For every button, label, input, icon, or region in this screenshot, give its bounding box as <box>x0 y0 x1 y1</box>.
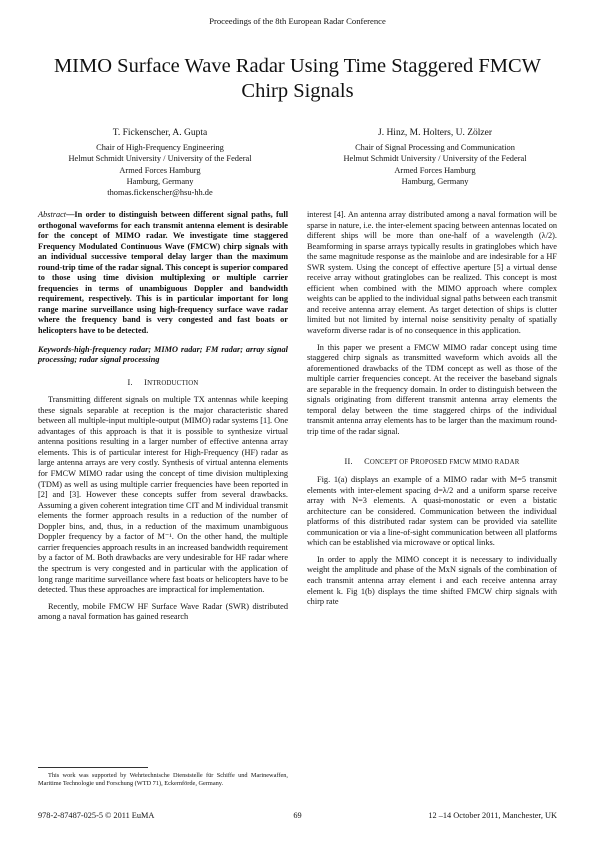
affiliation-line: Chair of High-Frequency Engineering <box>96 143 224 153</box>
running-head: Proceedings of the 8th European Radar Conference <box>209 16 386 26</box>
abstract-text: —In order to distinguish between different signal paths, full orthogonal waveforms for each transmit antenna element is desirable for the concept of MIMO radar. We investigate time staggered Frequency Modulated Continuous Wave (FMCW) chirp signals with an individual successive temporal delay larger than the maximum round-trip time of the radar signal. This concept is superior compared to those using time division multiplexing or multiple carrier frequencies in terms of unambiguous Doppler and bandwidth requirement, respectively. This is in particular important for long range marine surveillance using high-frequency surface wave radar where the frequency band is very congested and fast boats or helicopters have to be detected. <box>38 210 288 336</box>
section-heading-introduction: I. INTRODUCTION <box>127 377 199 387</box>
right-column <box>307 210 557 608</box>
left-column <box>38 210 288 623</box>
abstract <box>38 210 288 337</box>
author-block-right <box>315 128 555 187</box>
affiliation-line: Helmut Schmidt University / University of the Federal <box>343 154 527 164</box>
section-heading-concept: II. CONCEPT OF PROPOSED FMCW MIMO RADAR <box>344 457 520 467</box>
author-email: thomas.fickenscher@hsu-hh.de <box>107 188 213 198</box>
paragraph: In order to apply the MIMO concept it is necessary to individually weight the amplitude and phase of the MxN signals of the combination of each transmit antenna array element i and each receive antenna array element k. Fig 1(b) displays the time shifted FMCW chirp signals with chirp rate <box>307 554 557 607</box>
footer-conference-date: 12 –14 October 2011, Manchester, UK <box>428 811 557 820</box>
paper-title: MIMO Surface Wave Radar Using Time Staggered FMCW Chirp Signals <box>53 55 542 102</box>
paragraph: Fig. 1(a) displays an example of a MIMO radar with M=5 transmit elements with inter-element spacing d=λ/2 and a uniform sparse receive array with N=3 elements. A quasi-monostatic or even a bistatic architecture can be considered. Communication between the individual platforms of this distributed radar system can be provided via satellite communication or via a line-of-sight communication between all platforms which can be established via microwave or optical links. <box>307 475 557 548</box>
page-number: 69 <box>293 811 302 820</box>
paragraph: Recently, mobile FMCW HF Surface Wave Radar (SWR) distributed among a naval formation has gained research <box>38 601 288 622</box>
footnote <box>38 772 288 789</box>
affiliation-line: Hamburg, Germany <box>126 176 194 186</box>
paragraph: Transmitting different signals on multiple TX antennas while keeping these signals separable at reception is the major characteristic shared between all multiple-input multiple-output (MIMO) radar systems [1]. One advantages of this approach is that it is possible to synthesize virtual antenna positions resulting in a larger number of effective antenna array elements. This is of particular interest for High-Frequency (HF) radar as large antenna arrays are very costly. Synthesis of virtual antenna elements for FMCW MIMO radar using the concept of time division multiplexing (TDM) as well as using multiple carrier frequencies have been reported in [2] and [3]. However these concepts suffer from several drawbacks. Assuming a given coherent integration time CIT and M individual transmit elements the former approach results in a reduction of the number of Doppler bins, and, thus, in a reduction of the maximum unambiguous Doppler frequency by a factor of M⁻¹. On the other hand, the multiple carrier frequencies approach results in an increased bandwidth requirement by a factor of M. Both drawbacks are very undesirable for HF radar where the spectrum is very congested and in particular with the application of long range maritime surveillance where fast boats or helicopters have to be detected. Thus these approaches are impractical for implementation. <box>38 395 288 595</box>
affiliation-line: Armed Forces Hamburg <box>119 165 201 175</box>
affiliation-line: Chair of Signal Processing and Communication <box>355 143 515 153</box>
footnote-divider <box>38 767 148 768</box>
affiliation-line: Hamburg, Germany <box>401 176 469 186</box>
author-block-left <box>40 128 280 198</box>
footnote-text: This work was supported by Wehrtechnische Dienststelle für Schiffe und Marinewaffen, Maritime Technologie und Forschung (WTD 71), Eckernförde, Germany. <box>38 772 288 788</box>
footer-isbn: 978-2-87487-025-5 © 2011 EuMA <box>38 811 155 820</box>
paragraph: interest [4]. An antenna array distributed among a naval formation will be sparse in nature, i.e. the inter-element spacing between antennas located on different ships will be more than one-half of a wavelength (λ/2). Beamforming in sparse arrays typically results in gratinglobes which have the same magnitude response as the mainlobe and are indesirable for a HF SWR system. Using the concept of effective aperture [5] a virtual dense receive array without gratinglobes can be realized. This concept is most efficient when combined with the MIMO approach where complex weights can be applied to the individual signal paths between each transmit and receive antenna array element. As target detection of ships is clutter limited but not limited by internal noise sensitivity penalty of spatially waveform diverse radar is of no consequence in this application. <box>307 210 557 336</box>
paragraph: In this paper we present a FMCW MIMO radar concept using time staggered chirp signals as transmitted waveform which avoids all the aforementioned drawbacks of the TDM concept as well as those of the multiple carrier frequencies concept. At the receiver the baseband signals are separable in the frequency domain. In order to distinguish between the signals originating from different transmit antenna array elements the temporal delay between the time staggered chirps of the individual transmit antenna array elements has to be larger than the maximum round-trip time of the radar signal. <box>307 342 557 436</box>
author-names: T. Fickenscher, A. Gupta <box>112 128 208 138</box>
affiliation-line: Helmut Schmidt University / University of the Federal <box>68 154 252 164</box>
author-names: J. Hinz, M. Holters, U. Zölzer <box>378 128 492 138</box>
abstract-label: Abstract <box>38 210 67 219</box>
affiliation-line: Armed Forces Hamburg <box>394 165 476 175</box>
keywords: Keywords-high-frequency radar; MIMO radar; FM radar; array signal processing; radar signal processing <box>38 344 288 365</box>
